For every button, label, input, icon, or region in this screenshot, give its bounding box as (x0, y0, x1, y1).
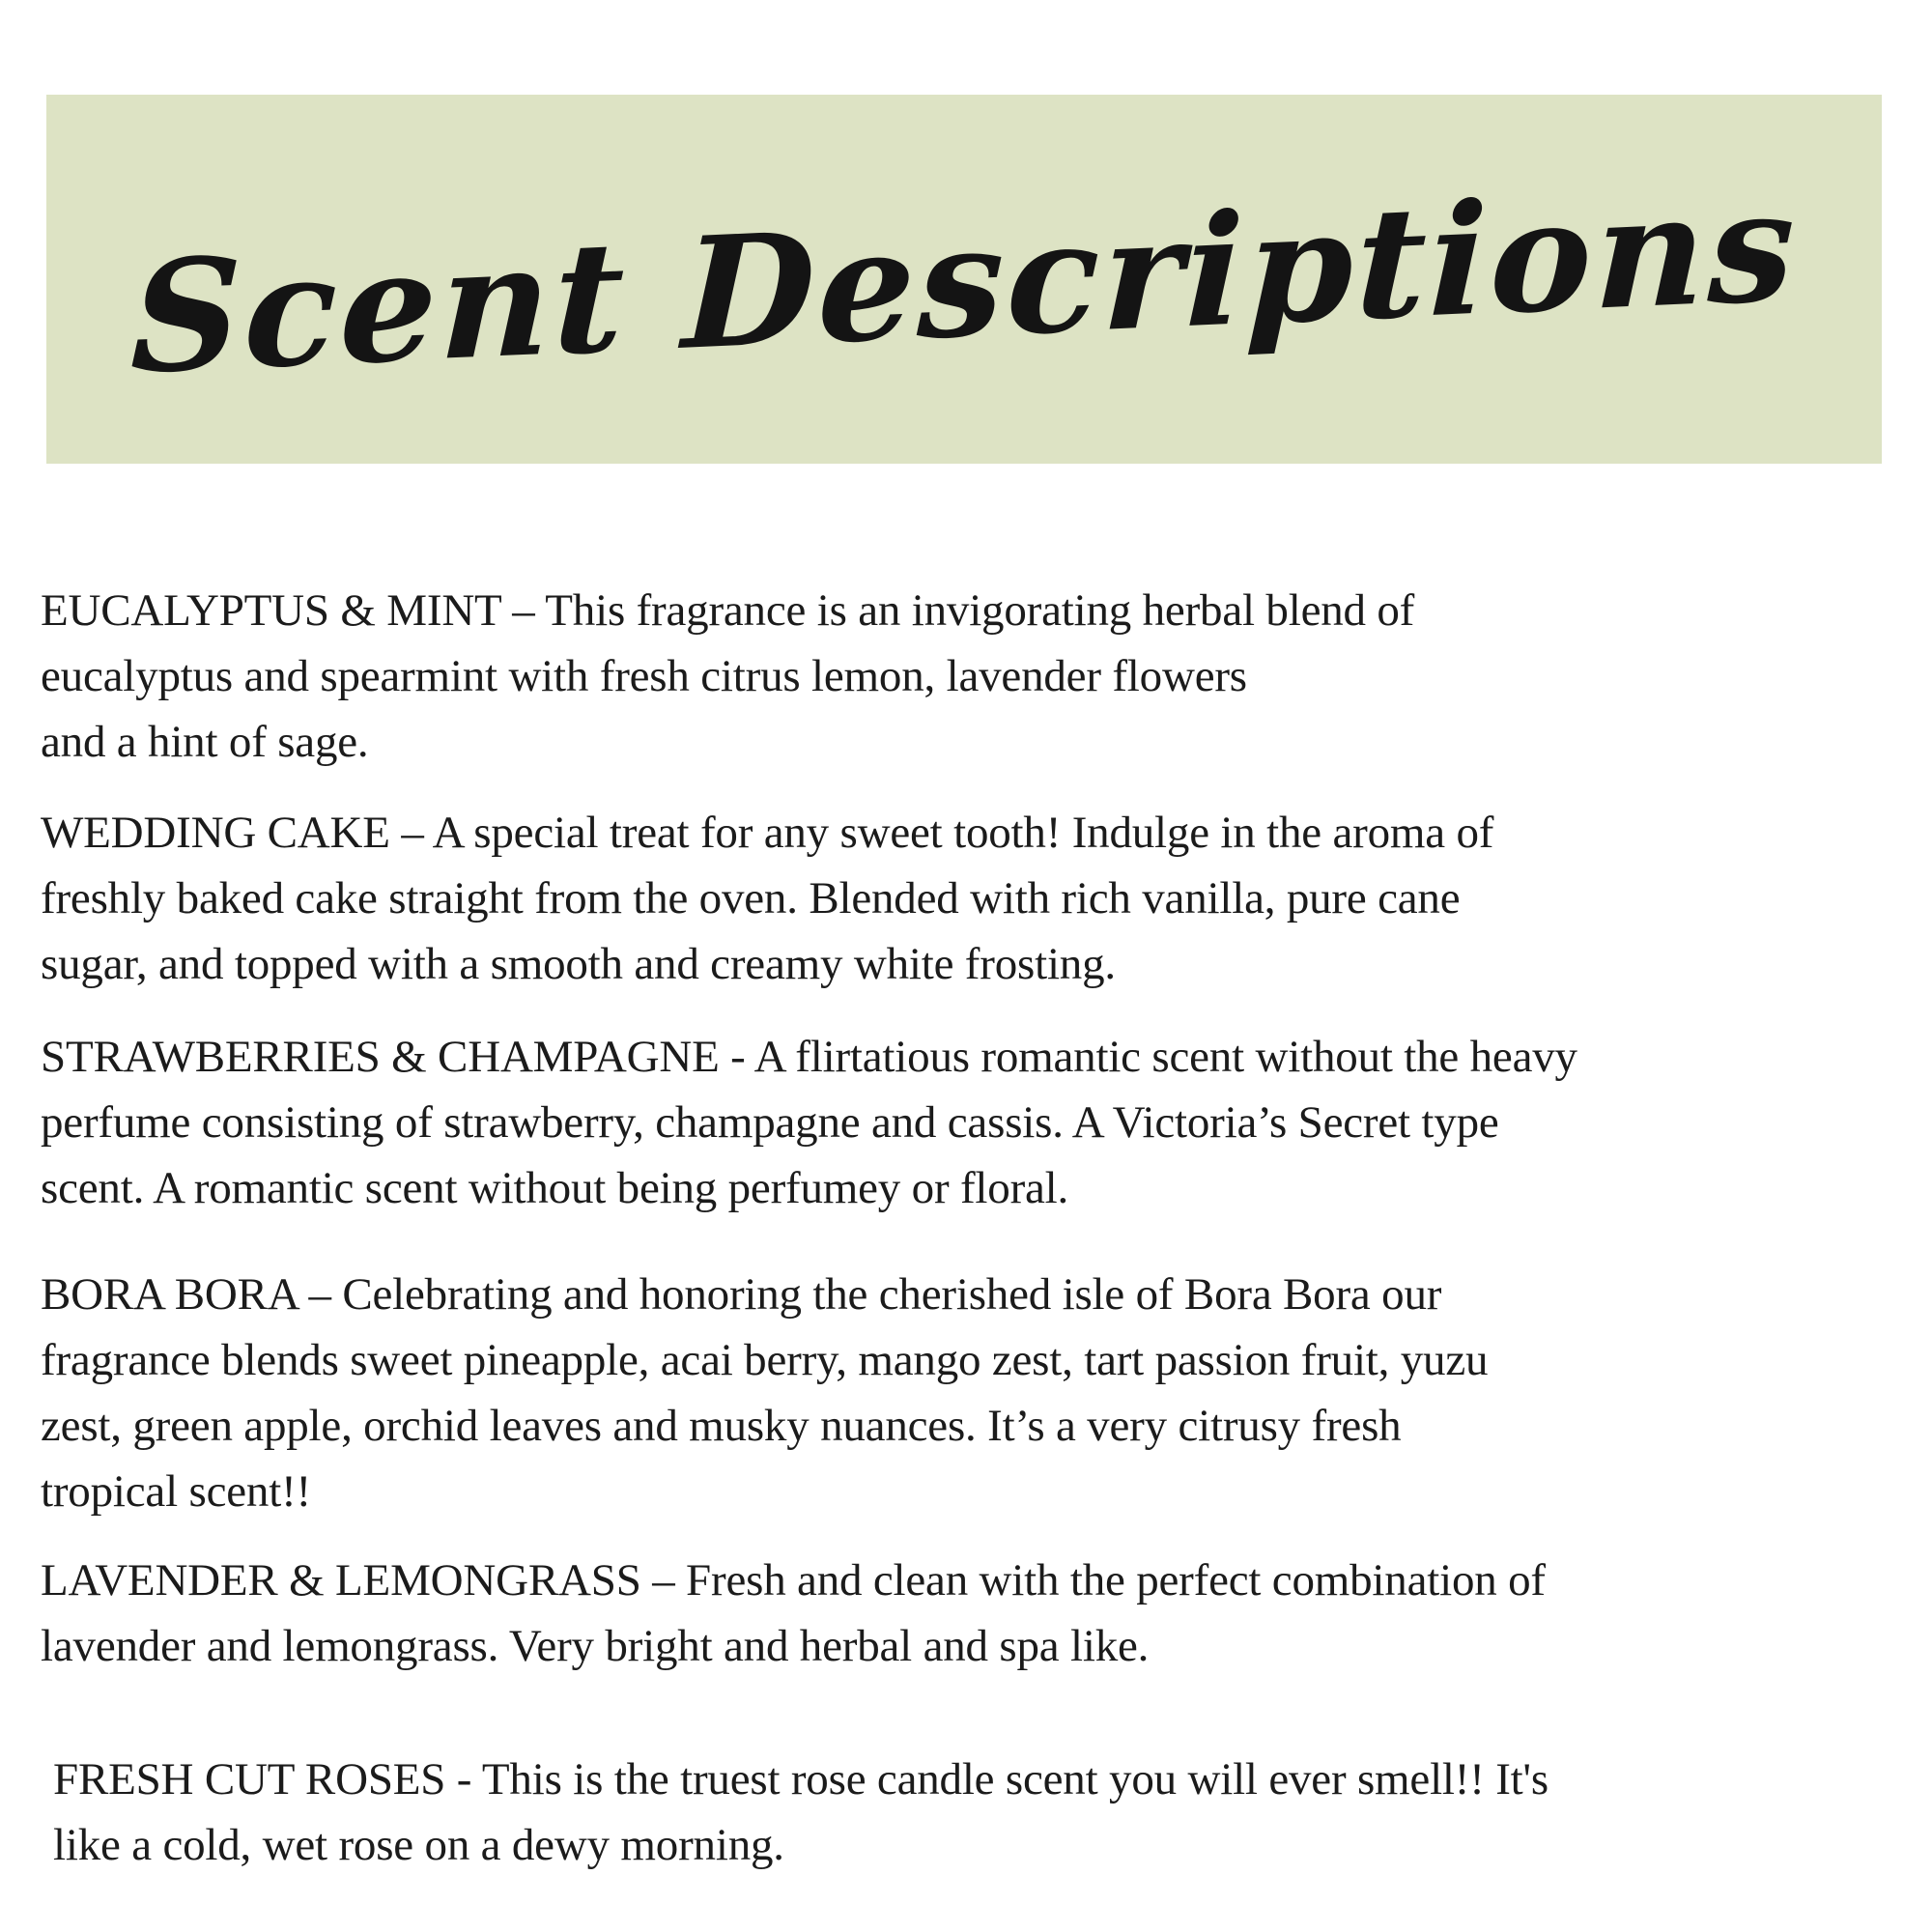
page-title: Scent Descriptions (128, 156, 1800, 409)
scent-text-line: like a cold, wet rose on a dewy morning. (53, 1820, 784, 1870)
scent-text-line: FRESH CUT ROSES - This is the truest rose candle scent you will ever smell!! It's (53, 1754, 1548, 1804)
scent-list (41, 578, 1891, 1878)
scent-text-line: LAVENDER & LEMONGRASS – Fresh and clean with the perfect combination of (41, 1555, 1546, 1605)
scent-text-line: scent. A romantic scent without being perfumey or floral. (41, 1163, 1069, 1213)
scent-text-line: perfume consisting of strawberry, champagne and cassis. A Victoria’s Secret type (41, 1097, 1499, 1148)
scent-paragraph-strawberries-champagne (41, 1024, 1891, 1221)
scent-text-line: BORA BORA – Celebrating and honoring the cherished isle of Bora Bora our (41, 1269, 1442, 1320)
scent-text-line: and a hint of sage. (41, 717, 369, 767)
title-banner (46, 95, 1882, 464)
scent-text-line: freshly baked cake straight from the oven. Blended with rich vanilla, pure cane (41, 873, 1461, 923)
scent-text-line: lavender and lemongrass. Very bright and herbal and spa like. (41, 1621, 1150, 1671)
scent-paragraph-lavender-lemongrass (41, 1548, 1891, 1679)
scent-text-line: tropical scent!! (41, 1466, 311, 1517)
scent-paragraph-fresh-cut-roses (41, 1747, 1891, 1878)
scent-text-line: STRAWBERRIES & CHAMPAGNE - A flirtatious romantic scent without the heavy (41, 1032, 1577, 1082)
scent-text-line: EUCALYPTUS & MINT – This fragrance is an invigorating herbal blend of (41, 585, 1415, 636)
scent-text-line: fragrance blends sweet pineapple, acai berry, mango zest, tart passion fruit, yuzu (41, 1335, 1489, 1385)
scent-paragraph-bora-bora (41, 1262, 1891, 1524)
scent-text-line: eucalyptus and spearmint with fresh citrus lemon, lavender flowers (41, 651, 1247, 701)
scent-text-line: sugar, and topped with a smooth and creamy white frosting. (41, 939, 1116, 989)
scent-text-line: WEDDING CAKE – A special treat for any sweet tooth! Indulge in the aroma of (41, 808, 1494, 858)
scent-paragraph-eucalyptus-mint (41, 578, 1891, 775)
scent-paragraph-wedding-cake (41, 800, 1891, 997)
scent-text-line: zest, green apple, orchid leaves and musky nuances. It’s a very citrusy fresh (41, 1401, 1402, 1451)
